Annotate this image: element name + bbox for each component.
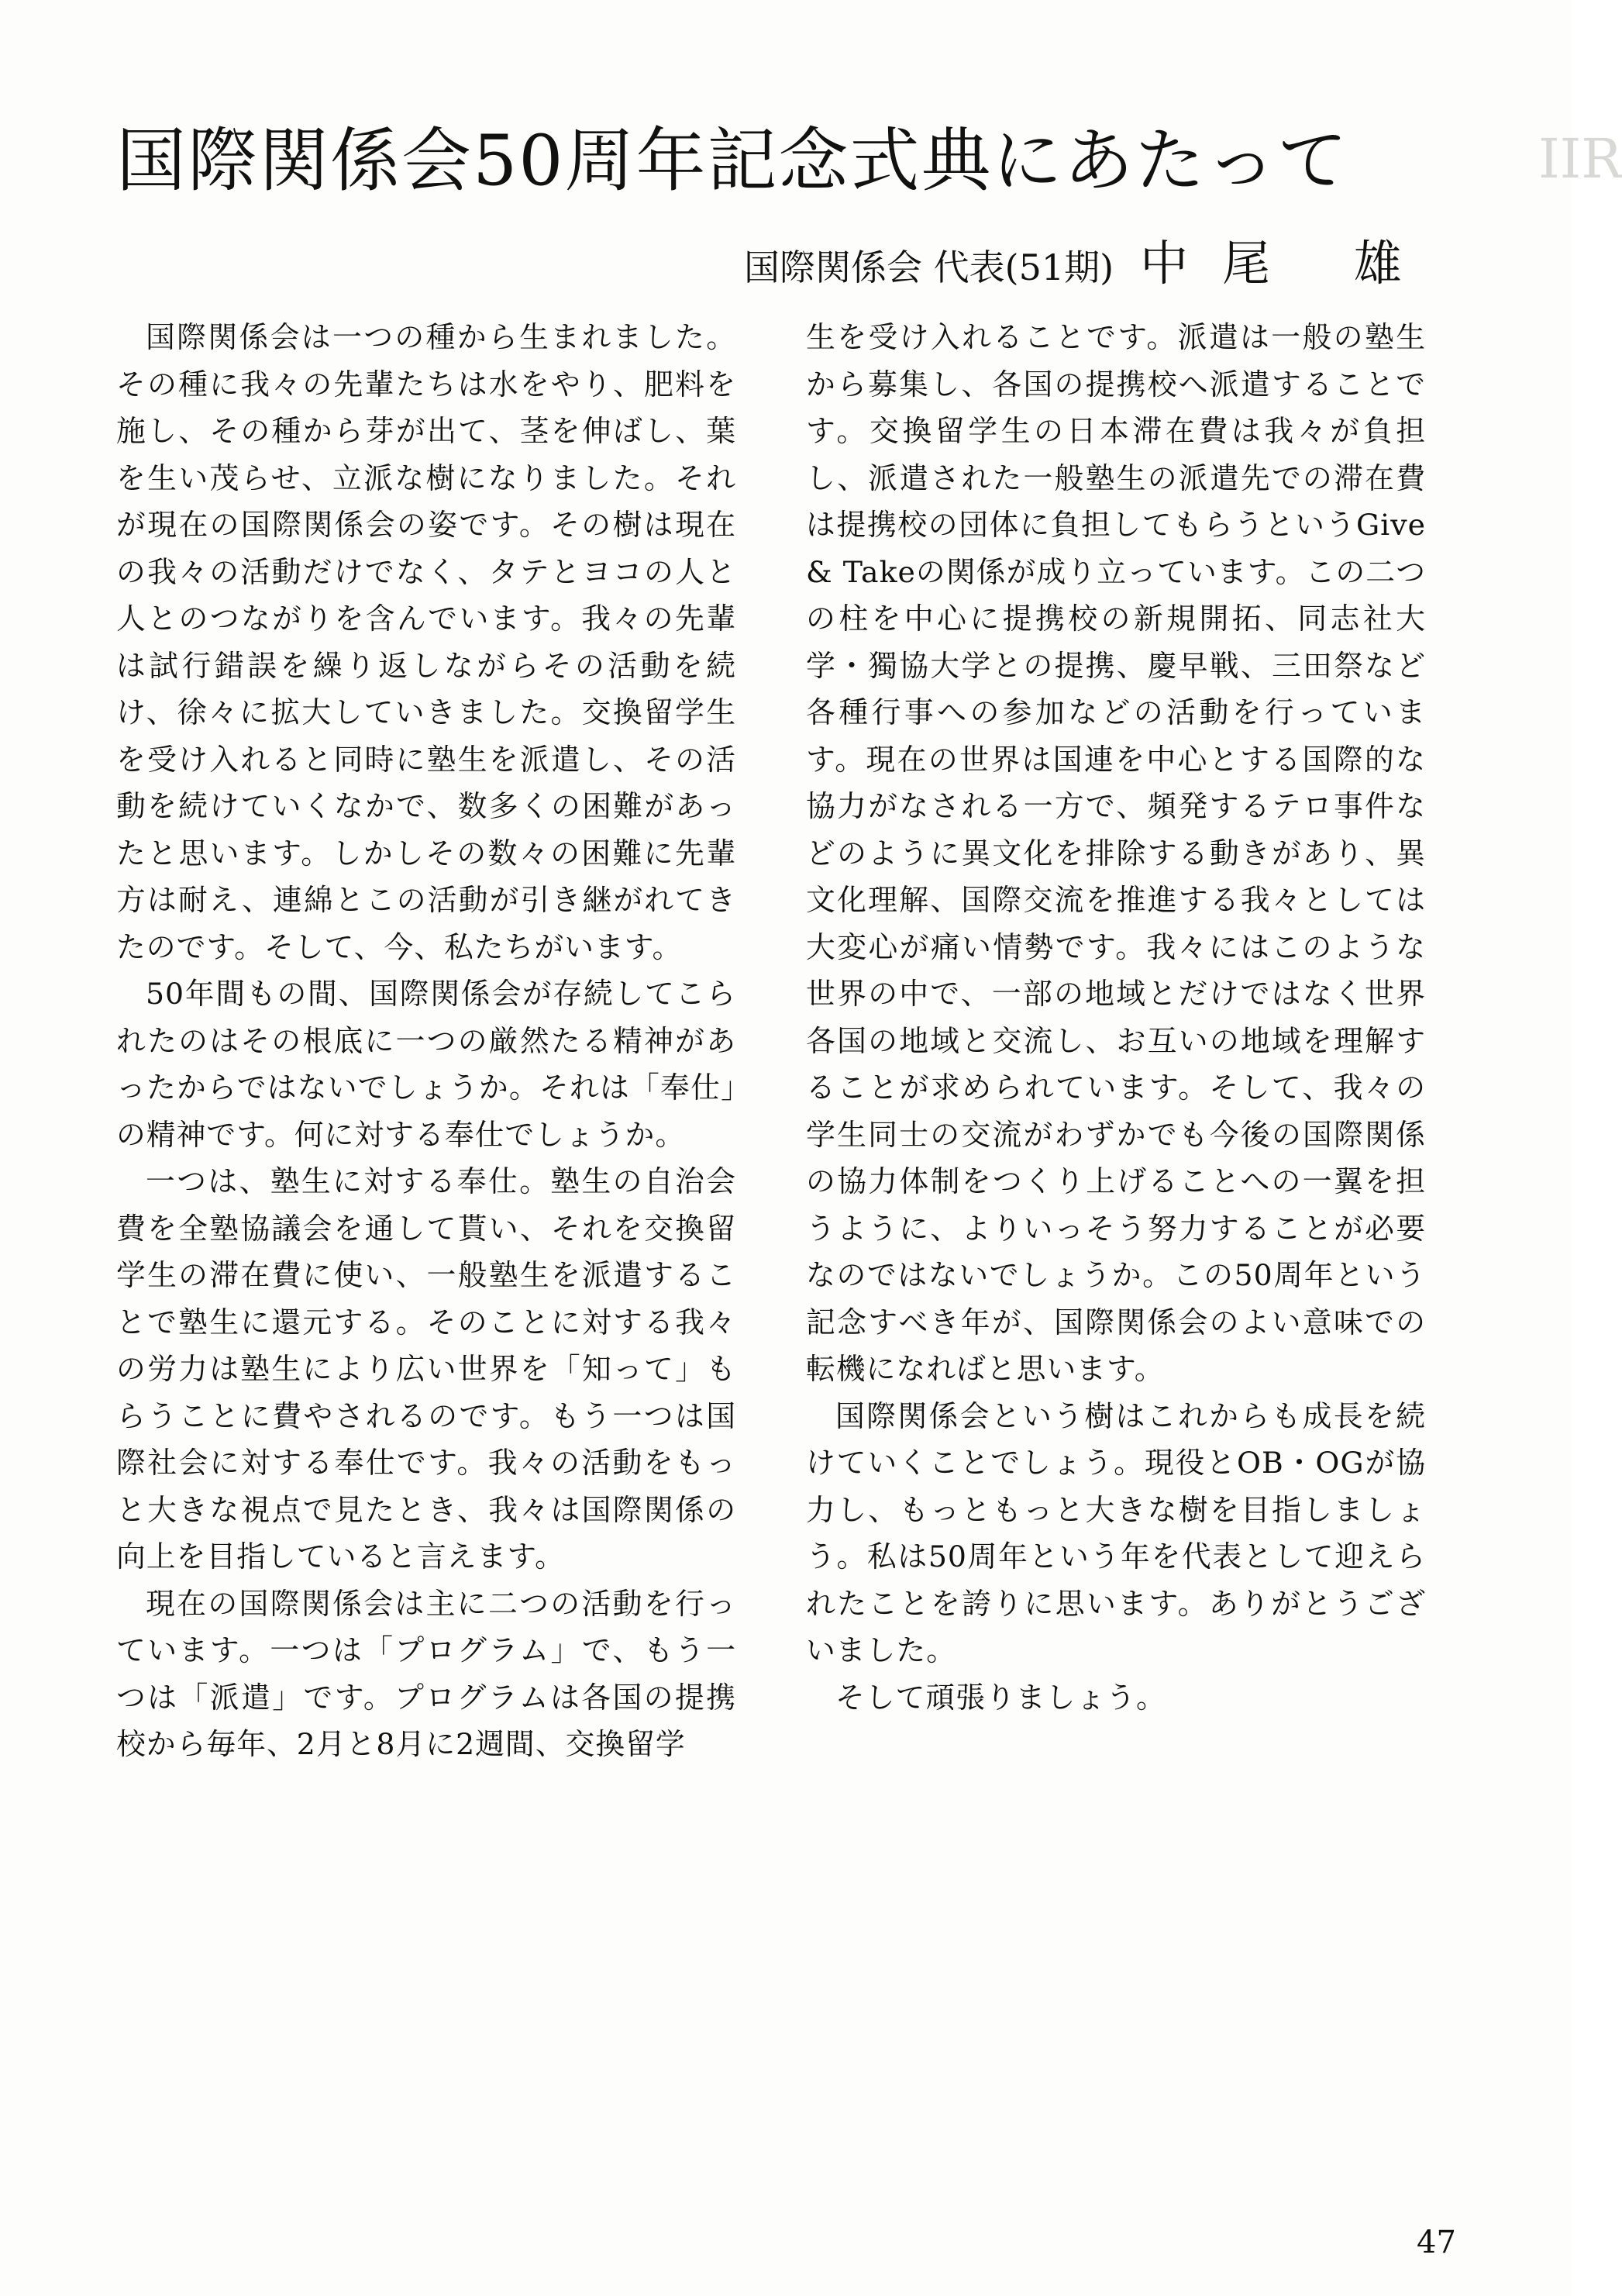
body-paragraph: そして頑張りましょう。: [835, 1680, 1166, 1715]
body-paragraph: 国際関係会は一つの種から生まれました。その種に我々の先輩たちは水をやり、肥料を施し、その種から芽が出て、茎を伸ばし、葉を生い茂らせ、立派な樹になりました。それが現在の国際関係会の姿です。その樹は現在の我々の活動だけでなく、タテとヨコの人と人とのつながりを含んでいます。我々の先輩は試行錯誤を繰り返しながらその活動を続け、徐々に拡大していきました。交換留学生を受け入れると同時に塾生を派遣し、その活動を続けていくなかで、数多くの困難があったと思います。しかしその数々の困難に先輩方は耐え、連綿とこの活動が引き継がれてきたのです。そして、今、私たちがいます。: [116, 320, 736, 964]
article-title: 国際関係会50周年記念式典にあたって: [116, 120, 1349, 202]
bleed-through-text: IIR: [1538, 127, 1622, 191]
body-paragraph: 50年間もの間、国際関係会が存続してこられたのはその根底に一つの厳然たる精神があったからではないでしょうか。それは「奉仕」の精神です。何に対する奉仕でしょうか。: [116, 977, 736, 1152]
body-paragraph: 一つは、塾生に対する奉仕。塾生の自治会費を全塾協議会を通して貰い、それを交換留学生の滞在費に使い、一般塾生を派遣することで塾生に還元する。そのことに対する我々の労力は塾生により広い世界を「知って」もらうことに費やされるのです。もう一つは国際社会に対する奉仕です。我々の活動をもっと大きな視点で見たとき、我々は国際関係の向上を目指していると言えます。: [116, 1164, 736, 1574]
author-byline: [744, 233, 1441, 295]
body-paragraph: 生を受け入れることです。派遣は一般の塾生から募集し、各国の提携校へ派遣することです。交換留学生の日本滞在費は我々が負担し、派遣された一般塾生の派遣先での滞在費は提携校の団体に負担してもらうというGive & Takeの関係が成り立っています。この二つの柱を中心に提携校の新規開拓、同志社大学・獨協大学との提携、慶早戦、三田祭など各種行事への参加などの活動を行っています。現在の世界は国連を中心とする国際的な協力がなされる一方で、頻発するテロ事件などのように異文化を排除する動きがあり、異文化理解、国際交流を推進する我々としては大変心が痛い情勢です。我々にはこのような世界の中で、一部の地域とだけではなく世界各国の地域と交流し、お互いの地域を理解することが求められています。そして、我々の学生同士の交流がわずかでも今後の国際関係の協力体制をつくり上げることへの一翼を担うように、よりいっそう努力することが必要なのではないでしょうか。この50周年という記念すべき年が、国際関係会のよい意味での転機になればと思います。: [806, 320, 1426, 1386]
page-number: 47: [1417, 2225, 1456, 2260]
left-column: [116, 314, 736, 1768]
author-name: 中尾 雄: [1140, 235, 1436, 291]
body-paragraph: 国際関係会という樹はこれからも成長を続けていくことでしょう。現役とOB・OGが協力し、もっともっと大きな樹を目指しましょう。私は50周年という年を代表として迎えられたことを誇りに思います。ありがとうございました。: [806, 1398, 1426, 1667]
body-paragraph: 現在の国際関係会は主に二つの活動を行っています。一つは「プログラム」で、もう一つは「派遣」です。プログラムは各国の提携校から毎年、2月と8月に2週間、交換留学: [116, 1586, 736, 1761]
author-organization: 国際関係会 代表(51期): [744, 246, 1114, 288]
right-column: [806, 314, 1426, 1721]
